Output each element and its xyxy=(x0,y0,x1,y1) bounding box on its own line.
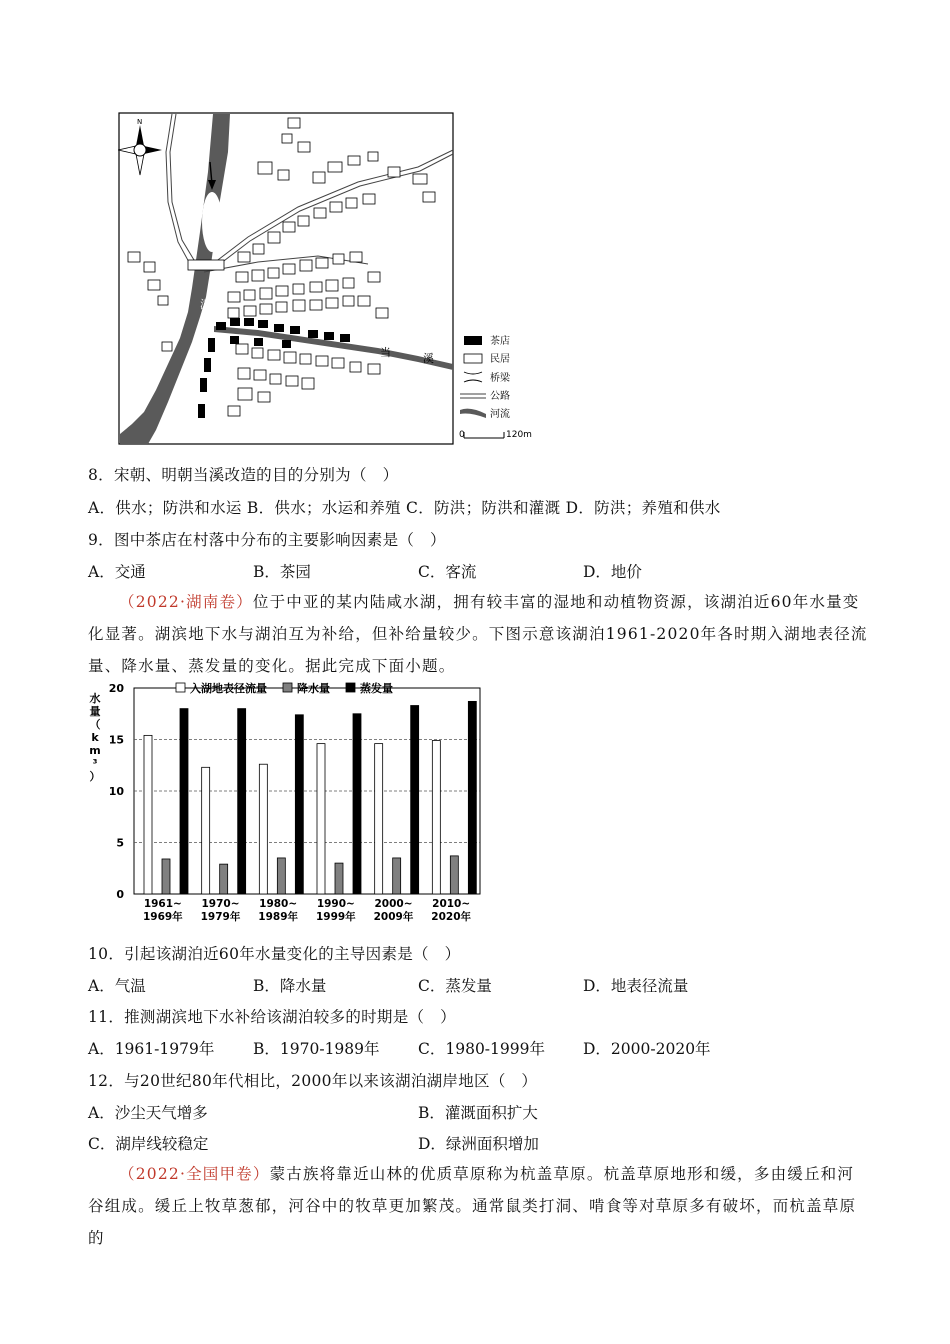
bar xyxy=(468,701,476,894)
q11-stem: 11．推测湖滨地下水补给该湖泊较多的时期是（ ） xyxy=(88,1008,456,1026)
q9-option-c: C．客流 xyxy=(418,563,477,581)
passage-hunan-text: 位于中亚的某内陆咸水湖，拥有较丰富的湿地和动植物资源，该湖泊近60年水量变化显著。湖滨地下水与湖泊互为补给，但补给量较少。下图示意该湖泊1961-2020年各时期入湖地表径流量、降水量、蒸发量的变化。据此完成下面小题。 xyxy=(88,593,868,675)
y-axis-label-char: k xyxy=(91,731,99,744)
legend-label: 蒸发量 xyxy=(360,682,393,695)
map-legend xyxy=(459,334,532,440)
q12-option-b: B．灌溉面积扩大 xyxy=(418,1104,538,1122)
q12-option-a: A．沙尘天气增多 xyxy=(88,1104,208,1122)
x-tick-label: 1980~ xyxy=(259,898,298,910)
legend-label-road: 公路 xyxy=(490,391,510,402)
bar xyxy=(202,767,210,894)
y-axis-label-char: ³ xyxy=(92,757,98,770)
q9-stem: 9．图中茶店在村落中分布的主要影响因素是（ ） xyxy=(88,531,446,549)
q10-option-b: B．降水量 xyxy=(253,977,327,995)
bar xyxy=(180,709,188,894)
passage-hunan xyxy=(88,586,868,682)
legend-label: 入湖地表径流量 xyxy=(190,682,267,695)
q11-option-a: A．1961-1979年 xyxy=(88,1040,215,1058)
q11-option-b: B．1970-1989年 xyxy=(253,1040,380,1058)
bar xyxy=(450,856,458,894)
q9-option-a: A．交通 xyxy=(88,563,146,581)
x-tick-label: 1969年 xyxy=(142,911,183,923)
q10-option-d: D．地表径流量 xyxy=(583,977,689,995)
q12-stem: 12．与20世纪80年代相比，2000年以来该湖泊湖岸地区（ ） xyxy=(88,1072,538,1090)
legend-swatch xyxy=(176,683,185,692)
y-axis-label-char: m xyxy=(89,744,101,757)
bar xyxy=(353,714,361,894)
x-tick-label: 2009年 xyxy=(373,911,414,923)
bar xyxy=(317,744,325,894)
bar xyxy=(277,858,285,894)
bar xyxy=(295,715,303,894)
river-label-mei-2: 溪 xyxy=(200,298,211,311)
y-axis-label-char: ） xyxy=(89,770,101,783)
legend-swatch xyxy=(283,683,292,692)
legend-label-bridge: 桥梁 xyxy=(490,373,510,384)
bar xyxy=(411,706,419,894)
river-label-dang-2: 溪 xyxy=(423,352,434,365)
bar xyxy=(259,764,267,894)
legend-label: 降水量 xyxy=(297,682,330,695)
x-tick-label: 1990~ xyxy=(316,898,355,910)
q9-option-b: B．茶园 xyxy=(253,563,311,581)
north-label: N xyxy=(137,118,143,126)
legend-label-river: 河流 xyxy=(490,409,510,420)
legend-label-house: 民居 xyxy=(490,354,510,365)
q9-option-d: D．地价 xyxy=(583,563,642,581)
q11-option-c: C．1980-1999年 xyxy=(418,1040,545,1058)
passage-hunan-source: （2022·湖南卷） xyxy=(119,593,253,611)
passage-national-text: 蒙古族将靠近山林的优质草原称为杭盖草原。杭盖草原地形和缓，多由缓丘和河谷组成。缓丘上牧草葱郁，河谷中的牧草更加繁茂。通常鼠类打洞、啃食等对草原多有破坏，而杭盖草原的 xyxy=(88,1165,857,1247)
x-tick-label: 1970~ xyxy=(201,898,240,910)
bar xyxy=(375,744,383,894)
y-tick-label: 15 xyxy=(108,733,124,747)
q12-option-c: C．湖岸线较稳定 xyxy=(88,1135,209,1153)
x-tick-label: 2010~ xyxy=(432,898,471,910)
x-tick-label: 2000~ xyxy=(374,898,413,910)
x-tick-label: 1989年 xyxy=(258,911,299,923)
q10-stem: 10．引起该湖泊近60年水量变化的主导因素是（ ） xyxy=(88,945,461,963)
y-tick-label: 10 xyxy=(108,785,124,798)
y-axis-label-char: （ xyxy=(89,718,101,731)
village-map xyxy=(118,112,548,448)
x-tick-label: 1999年 xyxy=(315,911,356,923)
bar xyxy=(238,709,246,894)
bar xyxy=(220,864,228,894)
x-tick-label: 1979年 xyxy=(200,911,241,923)
legend-label-tea: 茶店 xyxy=(490,336,510,347)
x-tick-label: 1961~ xyxy=(143,898,182,910)
y-axis-label-char: 量 xyxy=(89,705,101,718)
bar xyxy=(432,741,440,894)
legend-swatch xyxy=(346,683,355,692)
q11-option-d: D．2000-2020年 xyxy=(583,1040,711,1058)
bar xyxy=(393,858,401,894)
y-tick-label: 20 xyxy=(108,682,124,695)
y-axis-label-char: 水 xyxy=(89,692,101,705)
river-label-mei-1: 梅 xyxy=(206,202,217,215)
q8-options: A．供水；防洪和水运 B．供水；水运和养殖 C．防洪；防洪和灌溉 D．防洪；养殖和供水 xyxy=(88,499,721,517)
scale-zero: 0 xyxy=(459,430,465,440)
bar xyxy=(162,859,170,894)
passage-national-a xyxy=(88,1158,868,1254)
bar xyxy=(335,863,343,894)
q10-option-c: C．蒸发量 xyxy=(418,977,492,995)
q10-option-a: A．气温 xyxy=(88,977,146,995)
scale-max: 120m xyxy=(506,430,532,440)
q12-option-d: D．绿洲面积增加 xyxy=(418,1135,539,1153)
q8-stem: 8．宋朝、明朝当溪改造的目的分别为（ ） xyxy=(88,466,399,484)
water-budget-chart xyxy=(84,678,484,928)
passage-national-source: （2022·全国甲卷） xyxy=(119,1165,270,1183)
y-tick-label: 5 xyxy=(116,836,124,850)
x-tick-label: 2020年 xyxy=(431,911,472,923)
river-label-dang-1: 当 xyxy=(380,346,391,359)
y-tick-label: 0 xyxy=(116,888,124,901)
bar xyxy=(144,735,152,894)
